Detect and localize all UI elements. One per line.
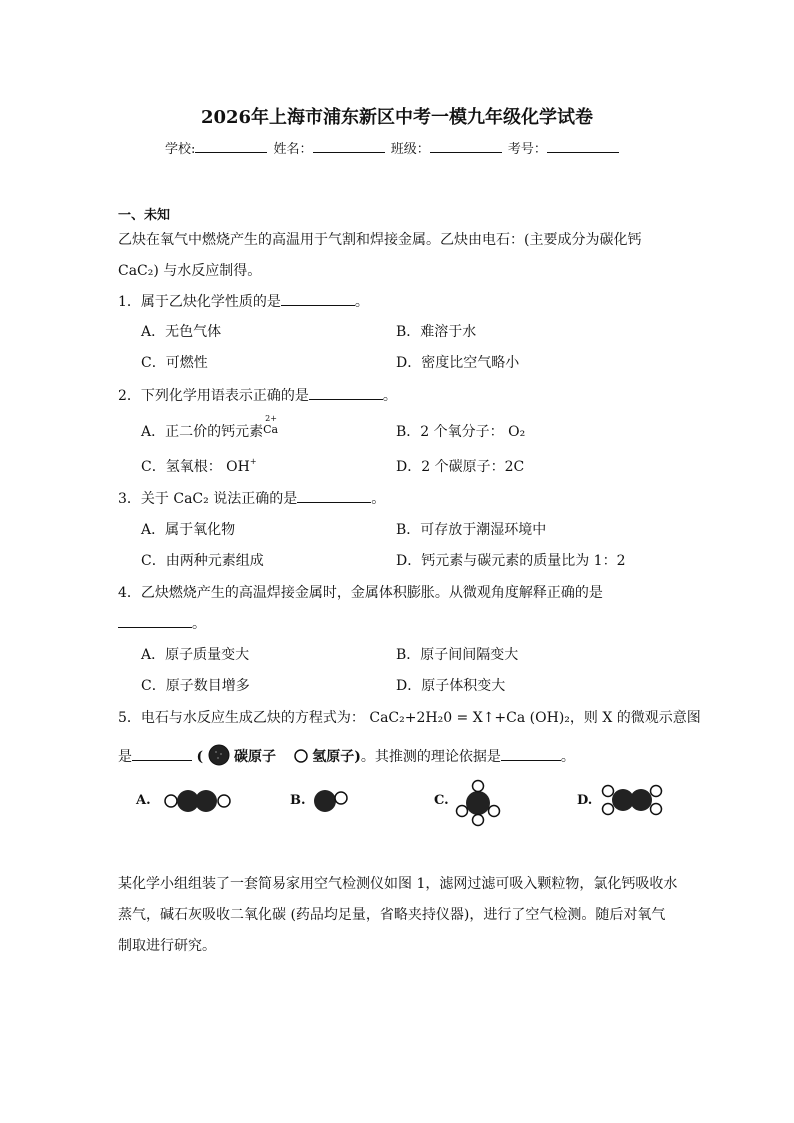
carbon-atom xyxy=(314,790,336,812)
q3-option-c[interactable]: C．由两种元素组成 xyxy=(141,553,264,569)
q3-stem-end: 。 xyxy=(371,491,386,507)
q2-stem-end: 。 xyxy=(382,388,397,404)
hydrogen-atom xyxy=(651,786,662,797)
q5-option-c-molecule[interactable] xyxy=(455,780,501,826)
q2-option-a-text: A．正二价的钙元素 xyxy=(141,424,264,440)
intro-line-2: CaC₂) 与水反应制得。 xyxy=(118,263,262,279)
q1-stem-end: 。 xyxy=(354,294,369,310)
carbon-atom-label: 碳原子 xyxy=(233,749,276,765)
q5-option-b-molecule[interactable] xyxy=(313,788,351,814)
hydrogen-atom xyxy=(489,806,500,817)
q2-option-c-charge: + xyxy=(249,457,257,466)
section-heading: 一、未知 xyxy=(118,208,171,223)
hydrogen-atom xyxy=(603,786,614,797)
school-label: 学校: xyxy=(165,142,196,157)
question-5-stem: 5．电石与水反应生成乙炔的方程式为： CaC₂+2H₂0 = X↑+Ca (OH)₂，则 X 的微观示意图 xyxy=(118,710,701,726)
q5-option-a-molecule[interactable] xyxy=(164,788,232,814)
hydrogen-atom xyxy=(165,795,177,807)
q4-option-b[interactable]: B．原子间间隔变大 xyxy=(396,647,519,663)
q2-option-a-symbol xyxy=(263,414,279,436)
carbon-atom xyxy=(630,789,652,811)
q3-option-a[interactable]: A．属于氧化物 xyxy=(141,522,236,538)
q5-option-a-label[interactable]: A. xyxy=(136,793,151,808)
q2-option-a-element: Ca xyxy=(263,423,279,436)
question-5-line-2 xyxy=(118,744,575,766)
para2-line-1: 某化学小组组装了一套简易家用空气检测仪如图 1，滤网过滤可吸入颗粒物，氯化钙吸收水 xyxy=(118,876,678,892)
hydrogen-atom xyxy=(335,792,347,804)
name-blank[interactable] xyxy=(313,140,385,153)
para2-line-2: 蒸气，碱石灰吸收二氧化碳 (药品均足量，省略夹持仪器)，进行了空气检测。随后对氧气 xyxy=(118,907,666,923)
carbon-atom xyxy=(195,790,217,812)
carbon-atom-legend-icon xyxy=(208,744,230,766)
q5-option-d-label[interactable]: D. xyxy=(577,793,593,808)
q2-option-a-charge: 2+ xyxy=(265,414,277,423)
intro-line-1: 乙炔在氧气中燃烧产生的高温用于气割和焊接金属。乙炔由电石：(主要成分为碳化钙 xyxy=(118,232,642,248)
q2-option-c-text: C．氢氧根： OH xyxy=(141,459,250,475)
q1-option-a[interactable]: A．无色气体 xyxy=(141,324,222,340)
question-3-stem xyxy=(118,488,385,508)
q1-answer-blank[interactable] xyxy=(281,293,355,306)
question-2-stem xyxy=(118,385,397,405)
q4-option-d[interactable]: D．原子体积变大 xyxy=(396,678,506,694)
hydrogen-atom xyxy=(603,804,614,815)
q5-option-d-molecule[interactable] xyxy=(600,780,668,820)
q5-option-b-label[interactable]: B. xyxy=(290,793,306,808)
question-4-blank-line xyxy=(118,613,206,633)
para2-line-3: 制取进行研究。 xyxy=(118,938,216,954)
q4-option-c[interactable]: C．原子数目增多 xyxy=(141,678,250,694)
q4-option-a[interactable]: A．原子质量变大 xyxy=(141,647,250,663)
q5-answer-blank-1[interactable] xyxy=(132,748,192,761)
q5-legend-open: ( xyxy=(196,749,204,765)
q3-option-d[interactable]: D．钙元素与碳元素的质量比为 1：2 xyxy=(396,553,626,569)
student-info-line xyxy=(165,138,621,157)
q1-stem-text: 1．属于乙炔化学性质的是 xyxy=(118,294,281,310)
page-title: 2026年上海市浦东新区中考一模九年级化学试卷 xyxy=(200,107,594,128)
q1-option-c[interactable]: C．可燃性 xyxy=(141,355,208,371)
q5-line2-start: 是 xyxy=(118,749,132,765)
hydrogen-atom-label: 氢原子) xyxy=(312,749,361,765)
class-label: 班级： xyxy=(390,142,430,157)
q3-option-b[interactable]: B．可存放于潮湿环境中 xyxy=(396,522,547,538)
q2-option-c[interactable] xyxy=(141,456,257,476)
q5-line2-close: 。 xyxy=(560,749,575,765)
q4-answer-blank[interactable] xyxy=(118,615,192,628)
q1-option-b[interactable]: B．难溶于水 xyxy=(396,324,477,340)
q5-line2-end: 。其推测的理论依据是 xyxy=(360,749,501,765)
q5-answer-blank-2[interactable] xyxy=(501,748,561,761)
q3-stem-text: 3．关于 CaC₂ 说法正确的是 xyxy=(118,491,298,507)
question-4-stem: 4．乙炔燃烧产生的高温焊接金属时，金属体积膨胀。从微观角度解释正确的是 xyxy=(118,585,603,601)
hydrogen-atom xyxy=(218,795,230,807)
q2-option-d[interactable]: D．2 个碳原子：2C xyxy=(396,459,525,475)
hydrogen-atom-legend-icon xyxy=(294,749,308,763)
q2-option-a[interactable] xyxy=(141,414,279,441)
q5-option-c-label[interactable]: C. xyxy=(434,793,449,808)
q2-option-b[interactable]: B．2 个氧分子： O₂ xyxy=(396,424,526,440)
hydrogen-atom xyxy=(651,804,662,815)
q2-answer-blank[interactable] xyxy=(309,387,383,400)
name-label: 姓名： xyxy=(273,142,313,157)
q2-stem-text: 2．下列化学用语表示正确的是 xyxy=(118,388,309,404)
carbon-atom xyxy=(466,791,490,815)
exam-no-blank[interactable] xyxy=(547,140,619,153)
hydrogen-atom xyxy=(473,815,484,826)
q3-answer-blank[interactable] xyxy=(297,490,371,503)
exam-no-label: 考号： xyxy=(507,142,547,157)
class-blank[interactable] xyxy=(430,140,502,153)
q4-stem-end: 。 xyxy=(192,616,206,632)
q1-option-d[interactable]: D．密度比空气略小 xyxy=(396,355,520,371)
hydrogen-atom xyxy=(457,806,468,817)
question-1-stem xyxy=(118,291,369,311)
school-blank[interactable] xyxy=(195,140,267,153)
hydrogen-atom xyxy=(473,781,484,792)
